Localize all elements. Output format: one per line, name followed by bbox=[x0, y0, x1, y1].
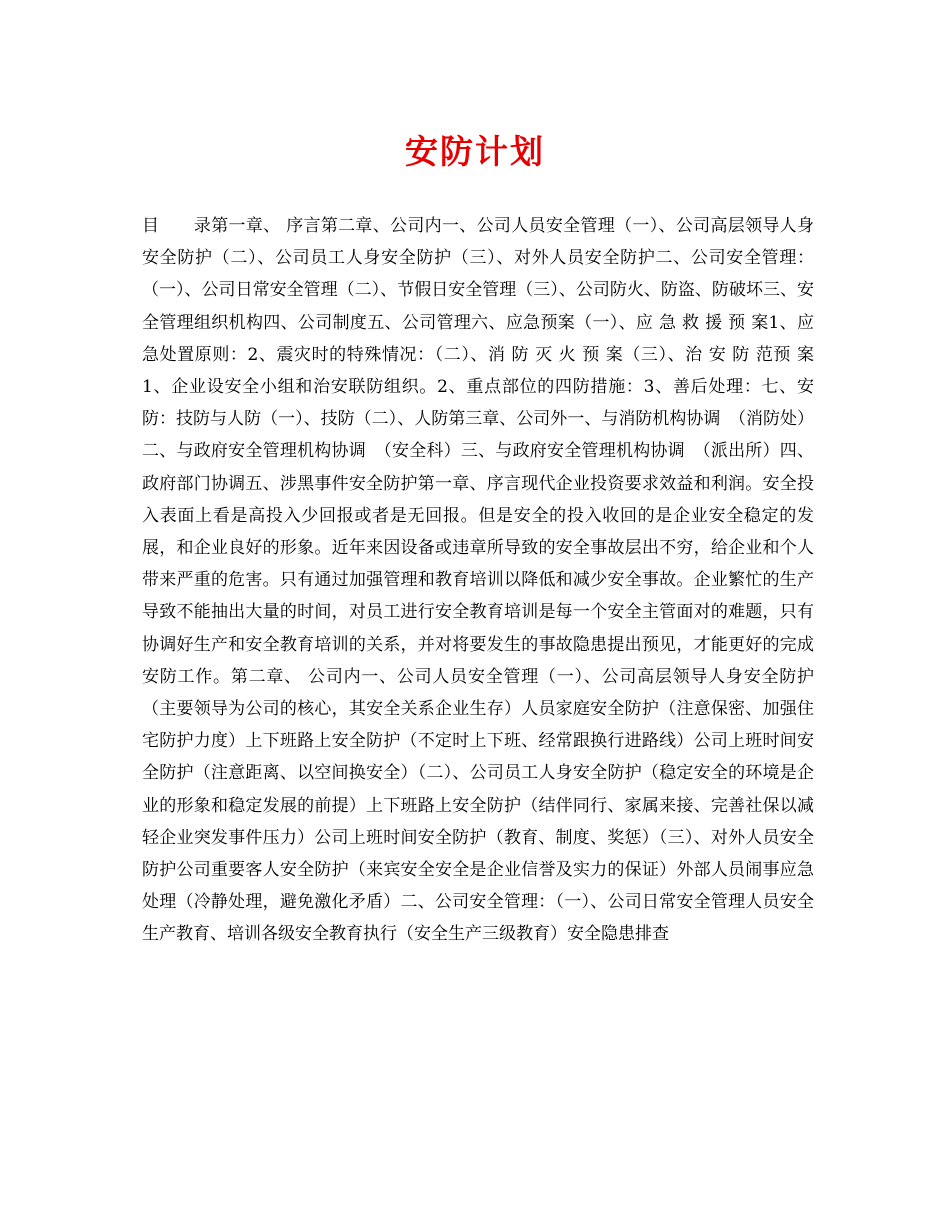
document-body-text: 目 录第一章、 序言第二章、公司内一、公司人员安全管理（一）、公司高层领导人身安全防护（二）、公司员工人身安全防护（三）、对外人员安全防护二、公司安全管理：（一）、公司日常安全管理（二）、节假日安全管理（三）、公司防火、防盗、防破坏三、安全管理组织机构四、公司制度五、公司管理六、应急预案（一）、应 急 救 援 预 案1、应急处置原则：2、震灾时的特殊情况：（二）、消 防 灭 火 预 案（三）、治 安 防 范预 案1、企业设安全小组和治安联防组织。2、重点部位的四防措施：3、善后处理：七、安防：技防与人防（一）、技防（二）、人防第三章、公司外一、与消防机构协调 （消防处）二、与政府安全管理机构协调 （安全科）三、与政府安全管理机构协调 （派出所）四、政府部门协调五、涉黑事件安全防护第一章、序言现代企业投资要求效益和利润。安全投入表面上看是高投入少回报或者是无回报。但是安全的投入收回的是企业安全稳定的发展，和企业良好的形象。近年来因设备或违章所导致的安全事故层出不穷，给企业和个人带来严重的危害。只有通过加强管理和教育培训以降低和减少安全事故。企业繁忙的生产导致不能抽出大量的时间，对员工进行安全教育培训是每一个安全主管面对的难题，只有协调好生产和安全教育培训的关系，并对将要发生的事故隐患提出预见，才能更好的完成安防工作。第二章、 公司内一、公司人员安全管理（一）、公司高层领导人身安全防护（主要领导为公司的核心，其安全关系企业生存）人员家庭安全防护（注意保密、加强住宅防护力度）上下班路上安全防护（不定时上下班、经常跟换行进路线）公司上班时间安全防护（注意距离、以空间换安全）（二）、公司员工人身安全防护（稳定安全的环境是企业的形象和稳定发展的前提）上下班路上安全防护（结伴同行、家属来接、完善社保以减轻企业突发事件压力）公司上班时间安全防护（教育、制度、奖惩）（三）、对外人员安全防护公司重要客人安全防护（来宾安全安全是企业信誉及实力的保证）外部人员闹事应急处理（冷静处理，避免激化矛盾）二、公司安全管理：（一）、公司日常安全管理人员安全生产教育、培训各级安全教育执行（安全生产三级教育）安全隐患排查 bbox=[142, 216, 814, 945]
document-title: 安防计划 bbox=[405, 132, 545, 171]
